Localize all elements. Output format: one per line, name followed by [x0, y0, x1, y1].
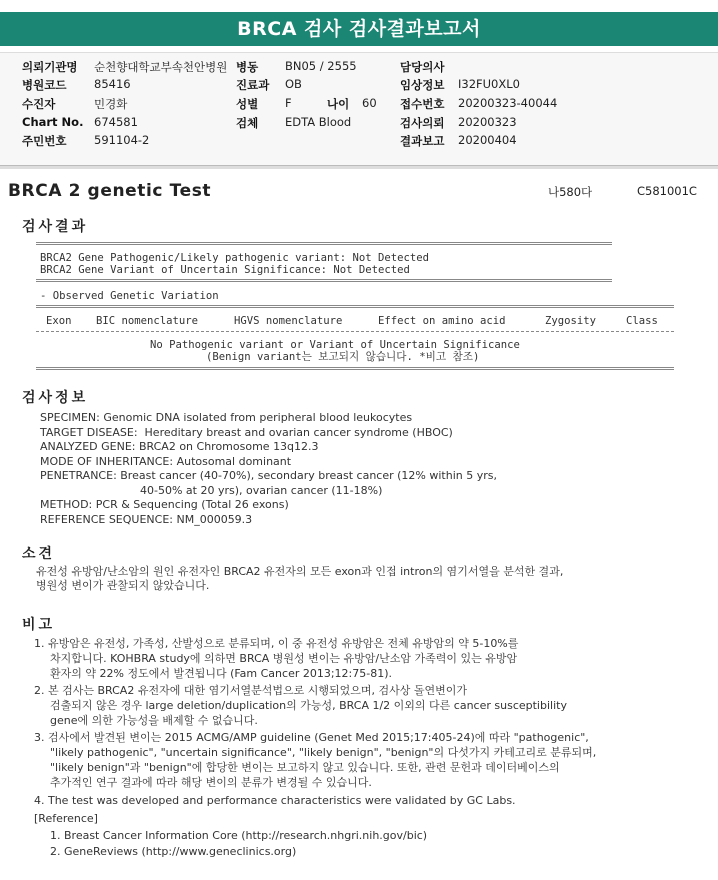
- dept-label: 진료과: [236, 78, 270, 92]
- doctor-label: 담당의사: [400, 60, 445, 74]
- reference-heading: [Reference]: [34, 812, 98, 825]
- info-penetrance-cont: 40-50% at 20 yrs), ovarian cancer (11-18%): [140, 484, 383, 497]
- test-code: 나580다: [548, 185, 593, 199]
- request-label: 검사의뢰: [400, 116, 445, 130]
- info-reference-sequence: REFERENCE SEQUENCE: NM_000059.3: [40, 513, 253, 526]
- reference-2: 2. GeneReviews (http://www.geneclinics.org): [50, 845, 297, 858]
- sex-value: F: [285, 96, 292, 110]
- request-value: 20200323: [458, 115, 517, 129]
- chart-value: 674581: [94, 115, 138, 129]
- result-vus: BRCA2 Gene Variant of Uncertain Significance: Not Detected: [40, 264, 410, 276]
- benign-note-line: (Benign variant는 보고되지 않습니다. *비고 참조): [206, 351, 480, 363]
- info-penetrance: PENETRANCE: Breast cancer (40-70%), secondary breast cancer (12% within 5 yrs,: [40, 469, 497, 482]
- institution-value: 순천향대학교부속천안병원: [94, 60, 228, 74]
- note-1a: 1. 유방암은 유전성, 가족성, 산발성으로 분류되며, 이 중 유전성 유방암은 전체 유방암의 약 5-10%를: [34, 637, 519, 650]
- age-value: 60: [362, 96, 377, 110]
- note-2b: 검출되지 않은 경우 large deletion/duplication의 가능성, BRCA 1/2 이외의 다른 cancer susceptibility: [50, 699, 567, 712]
- note-1b: 차지합니다. KOHBRA study에 의하면 BRCA 병원성 변이는 유방암/난소암 가족력이 있는 유방암: [50, 652, 518, 665]
- age-label: 나이: [327, 97, 350, 111]
- col-exon: Exon: [46, 315, 72, 327]
- report-banner-title: BRCA 검사 검사결과보고서: [0, 12, 718, 46]
- note-3a: 3. 검사에서 발견된 변이는 2015 ACMG/AMP guideline (Genet Med 2015;17:405-24)에 따라 "pathogenic",: [34, 731, 589, 744]
- info-target-disease: TARGET DISEASE: Hereditary breast and ovarian cancer syndrome (HBOC): [40, 426, 453, 439]
- note-4: 4. The test was developed and performance characteristics were validated by GC Labs.: [34, 794, 516, 807]
- double-rule: [36, 242, 612, 245]
- recipient-label: 수진자: [22, 97, 56, 111]
- double-rule: [36, 305, 674, 308]
- observed-variation-label: - Observed Genetic Variation: [40, 290, 219, 302]
- info-inheritance: MODE OF INHERITANCE: Autosomal dominant: [40, 455, 292, 468]
- col-bic: BIC nomenclature: [96, 315, 199, 327]
- note-1c: 환자의 약 22% 정도에서 발견됩니다 (Fam Cancer 2013;12:75-81).: [50, 667, 393, 680]
- info-method: METHOD: PCR & Sequencing (Total 26 exons): [40, 498, 289, 511]
- note-2c: gene에 의한 가능성을 배제할 수 없습니다.: [50, 714, 258, 727]
- id-label: 주민번호: [22, 134, 67, 148]
- ward-label: 병동: [236, 60, 259, 74]
- reference-1: 1. Breast Cancer Information Core (http://research.nhgri.nih.gov/bic): [50, 829, 428, 842]
- sex-label: 성별: [236, 97, 259, 111]
- result-pathogenic: BRCA2 Gene Pathogenic/Likely pathogenic variant: Not Detected: [40, 252, 430, 264]
- note-3d: 추가적인 연구 결과에 따라 해당 변이의 분류가 변경될 수 있습니다.: [50, 776, 372, 789]
- col-hgvs: HGVS nomenclature: [234, 315, 343, 327]
- report-date-label: 결과보고: [400, 134, 445, 148]
- info-heading: 검사정보: [22, 390, 89, 406]
- double-rule: [36, 279, 612, 282]
- col-zygosity: Zygosity: [545, 315, 597, 327]
- receipt-value: 20200323-40044: [458, 96, 558, 110]
- report-date-value: 20200404: [458, 133, 517, 147]
- id-value: 591104-2: [94, 133, 150, 147]
- note-2a: 2. 본 검사는 BRCA2 유전자에 대한 염기서열분석법으로 시행되었으며, 검사상 돌연변이가: [34, 684, 467, 697]
- info-specimen: SPECIMEN: Genomic DNA isolated from peripheral blood leukocytes: [40, 411, 413, 424]
- double-rule: [36, 367, 674, 370]
- no-variant-line: No Pathogenic variant or Variant of Uncertain Significance: [150, 339, 520, 351]
- test-title: BRCA 2 genetic Test: [8, 181, 212, 201]
- notes-heading: 비고: [22, 617, 56, 633]
- specimen-value: EDTA Blood: [285, 115, 352, 129]
- col-effect: Effect on amino acid: [378, 315, 506, 327]
- opinion-heading: 소견: [22, 546, 56, 562]
- hospcode-value: 85416: [94, 77, 131, 91]
- opinion-line1: 유전성 유방암/난소암의 원인 유전자인 BRCA2 유전자의 모든 exon과 인접 intron의 염기서열을 분석한 결과,: [36, 565, 564, 578]
- note-3c: "likely benign"과 "benign"에 합당한 변이는 보고하지 않고 있습니다. 또한, 관련 문헌과 데이터베이스의: [50, 761, 560, 774]
- test-code-2: C581001C: [637, 184, 697, 198]
- opinion-line2: 병원성 변이가 관찰되지 않았습니다.: [36, 579, 210, 592]
- hospcode-label: 병원코드: [22, 78, 67, 92]
- note-3b: "likely pathogenic", "uncertain significance", "likely benign", "benign"의 다섯가지 카테고리로 분류되며,: [50, 746, 597, 759]
- clinical-value: I32FU0XL0: [458, 77, 520, 91]
- recipient-value: 민경화: [94, 97, 128, 111]
- col-class: Class: [626, 315, 658, 327]
- dashed-rule: [36, 331, 674, 332]
- chart-label: Chart No.: [22, 115, 84, 129]
- specimen-label: 검체: [236, 116, 259, 130]
- receipt-label: 접수번호: [400, 97, 445, 111]
- ward-value: BN05 / 2555: [285, 59, 357, 73]
- results-heading: 검사결과: [22, 219, 89, 235]
- institution-label: 의뢰기관명: [22, 60, 78, 74]
- info-analyzed-gene: ANALYZED GENE: BRCA2 on Chromosome 13q12.3: [40, 440, 319, 453]
- dept-value: OB: [285, 77, 302, 91]
- clinical-label: 임상정보: [400, 78, 445, 92]
- patient-header: [0, 52, 718, 167]
- divider: [0, 166, 718, 169]
